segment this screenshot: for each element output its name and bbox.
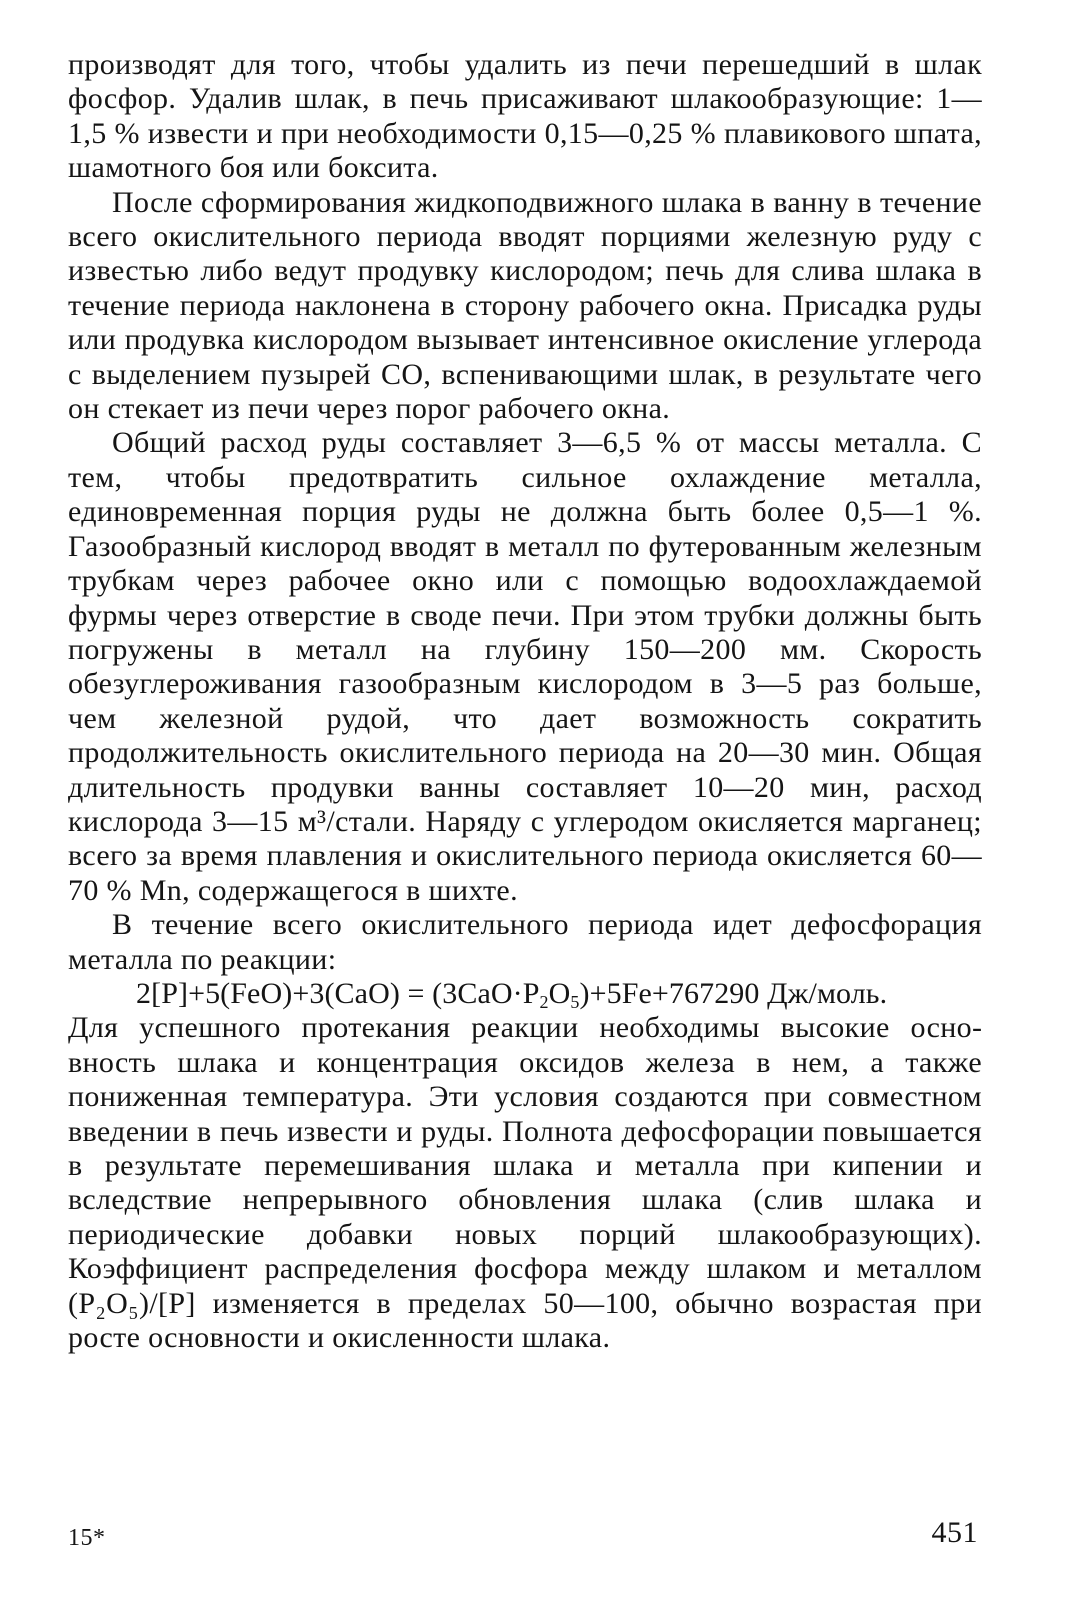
formula-subscript-1: 2 bbox=[539, 991, 549, 1012]
paragraph-4: В течение всего окислительного периода идет дефосфорация металла по реакции: bbox=[68, 908, 982, 976]
formula-subscript-2: 5 bbox=[570, 991, 580, 1012]
formula-part-3: )+5Fe+767290 Дж/моль. bbox=[579, 976, 888, 1010]
body-text bbox=[68, 48, 982, 1355]
formula-part-2: O bbox=[548, 976, 571, 1010]
reaction-formula bbox=[68, 977, 982, 1011]
formula-part-1: 2[P]+5(FeO)+3(CaO) = (3CaO·P bbox=[136, 976, 540, 1010]
printer-signature: 15* bbox=[68, 1525, 106, 1551]
page-number: 451 bbox=[931, 1516, 978, 1549]
paragraph-3: Общий расход руды составляет 3—6,5 % от массы металла. С тем, чтобы предотвратить сильное охлаждение металла, единовременная порция руды не должна быть более 0,5—1 %. Газообразный кислород вводят в металл по футерованным железным трубкам через рабочее окно или с помощью водоохлаждаемой фурмы через отверстие в своде печи. При этом трубки должны быть погружены в металл на глубину 150—200 мм. Скорость обезуглероживания газообразным кислородом в 3—5 раз больше, чем железной рудой, что дает возможность сократить продолжительность окислительного периода на 20—30 мин. Общая длительность продувки ванны составляет 10—20 мин, расход кислорода 3—15 м³/стали. Наряду с углеродом окисляется марганец; всего за время плавления и окислительного периода окисляется 60—70 % Mn, содержащегося в шихте. bbox=[68, 426, 982, 907]
paragraph-1: производят для того, чтобы удалить из печи перешедший в шлак фосфор. Удалив шлак, в печь присаживают шлакообразующие: 1—1,5 % извести и при необходимости 0,15—0,25 % плавикового шпата, шамотного боя или боксита. bbox=[68, 48, 982, 185]
paragraph-2: После сформирования жидкоподвижного шлака в ванну в течение всего окислительного периода вводят порциями железную руду с известью либо ведут продувку кислородом; печь для слива шлака в течение периода наклонена в сторону рабочего окна. Присадка руды или продувка кислородом вызывает интенсивное окисление углерода с выделением пузырей CO, вспенивающими шлак, в результате чего он стекает из печи через порог рабочего окна. bbox=[68, 185, 982, 426]
paragraph-5: Для успешного протекания реакции необходимы высокие основность шлака и концентрация оксидов железа в нем, а также пониженная температура. Эти условия создаются при совместном введении в печь извести и руды. Полнота дефосфорации повышается в результате перемешивания шлака и металла при кипении и вследствие непрерывного обновления шлака (слив шлака и периодические добавки новых порций шлакообразующих). Коэффициент распределения фосфора между шлаком и металлом (P₂O₅)/[P] изменяется в пределах 50—100, обычно возрастая при росте основности и окисленности шлака. bbox=[68, 1011, 982, 1355]
